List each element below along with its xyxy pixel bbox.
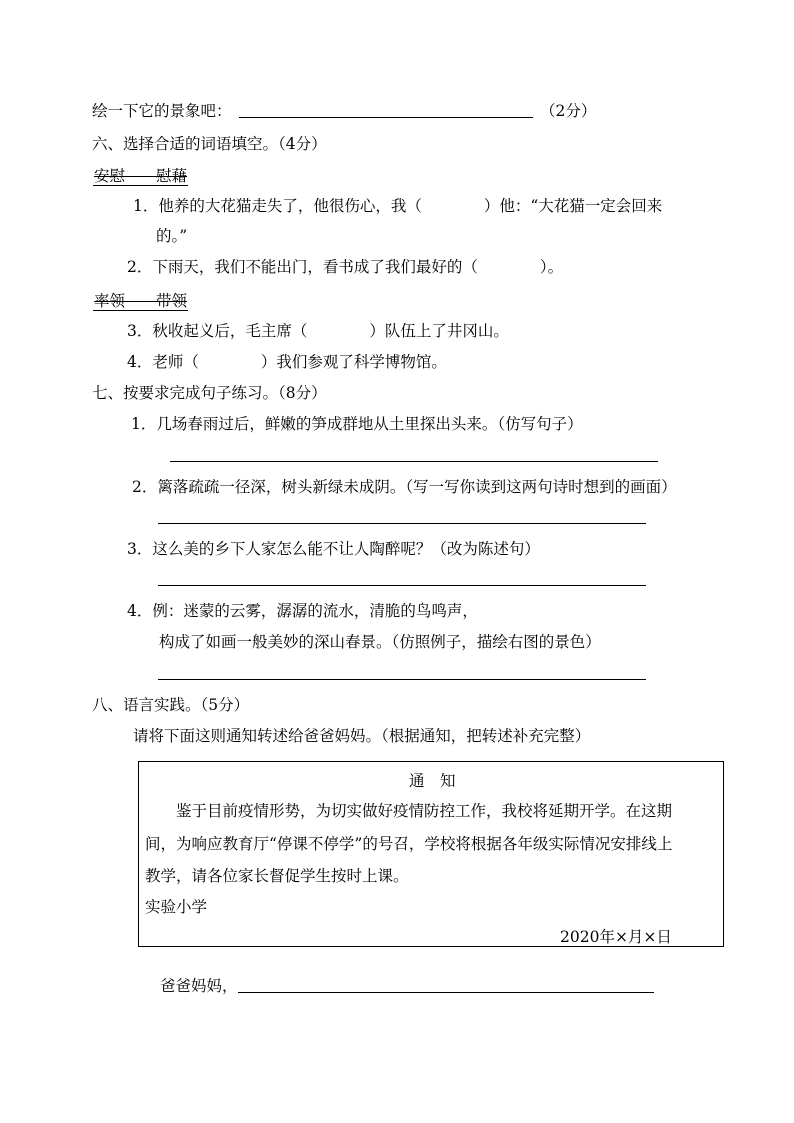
- q5-score: （2分）: [540, 102, 597, 120]
- q7-heading: 七、按要求完成句子练习。（8分）: [92, 384, 327, 402]
- q7-item-3: 3．这么美的乡下人家怎么能不让人陶醉呢？（改为陈述句）: [127, 540, 540, 558]
- q7-item-4-line-1: 4．例：迷蒙的云雾，潺潺的流水，清脆的鸟鸣声，: [127, 602, 478, 620]
- q7-item-2: 2．篱落疏疏一径深，树头新绿未成阴。（写一写你读到这两句诗时想到的画面）: [132, 478, 677, 496]
- notice-title: 通 知: [409, 772, 456, 790]
- q7-item-4-answer-line[interactable]: [158, 679, 646, 680]
- q7-item-1: 1．几场春雨过后，鲜嫩的笋成群地从土里探出头来。（仿写句子）: [131, 415, 583, 433]
- q6-item-1-line-2: 的。”: [156, 227, 188, 245]
- q8-answer-line[interactable]: [238, 992, 654, 993]
- q6-item-2: 2．下雨天，我们不能出门，看书成了我们最好的（ ）。: [127, 258, 564, 276]
- q8-instruction: 请将下面这则通知转述给爸爸妈妈。（根据通知，把转述补充完整）: [133, 727, 591, 745]
- notice-paragraph-line-1: 鉴于目前疫情形势，为切实做好疫情防控工作，我校将延期开学。在这期: [176, 802, 673, 820]
- q7-item-3-answer-line[interactable]: [158, 585, 646, 586]
- q5-answer-line[interactable]: [239, 117, 533, 118]
- notice-paragraph-line-3: 教学，请各位家长督促学生按时上课。: [145, 867, 409, 885]
- q6-item-3: 3．秋收起义后，毛主席（ ）队伍上了井冈山。: [127, 322, 509, 340]
- q6-heading: 六、选择合适的词语填空。（4分）: [92, 135, 327, 153]
- q5-prompt: 绘一下它的景象吧：: [92, 102, 232, 120]
- q6-item-4: 4．老师（ ）我们参观了科学博物馆。: [127, 353, 447, 371]
- q6-word-group-1: 安慰 慰藉: [94, 167, 188, 185]
- q7-item-2-answer-line[interactable]: [158, 523, 646, 524]
- q7-item-4-line-2: 构成了如画一般美妙的深山春景。（仿照例子，描绘右图的景色）: [159, 633, 601, 651]
- q8-answer-prefix: 爸爸妈妈，: [160, 977, 238, 995]
- notice-paragraph-line-2: 间，为响应教育厅“停课不停学”的号召，学校将根据各年级实际情况安排线上: [145, 835, 673, 853]
- q6-word-group-2: 率领 带领: [94, 292, 188, 310]
- notice-date: 2020年×月×日: [560, 928, 672, 946]
- q8-heading: 八、语言实践。（5分）: [92, 696, 250, 714]
- q7-item-1-answer-line[interactable]: [170, 461, 658, 462]
- q6-item-1-line-1: 1．他养的大花猫走失了，他很伤心，我（ ）他：“大花猫一定会回来: [133, 197, 663, 215]
- notice-signature: 实验小学: [145, 898, 208, 916]
